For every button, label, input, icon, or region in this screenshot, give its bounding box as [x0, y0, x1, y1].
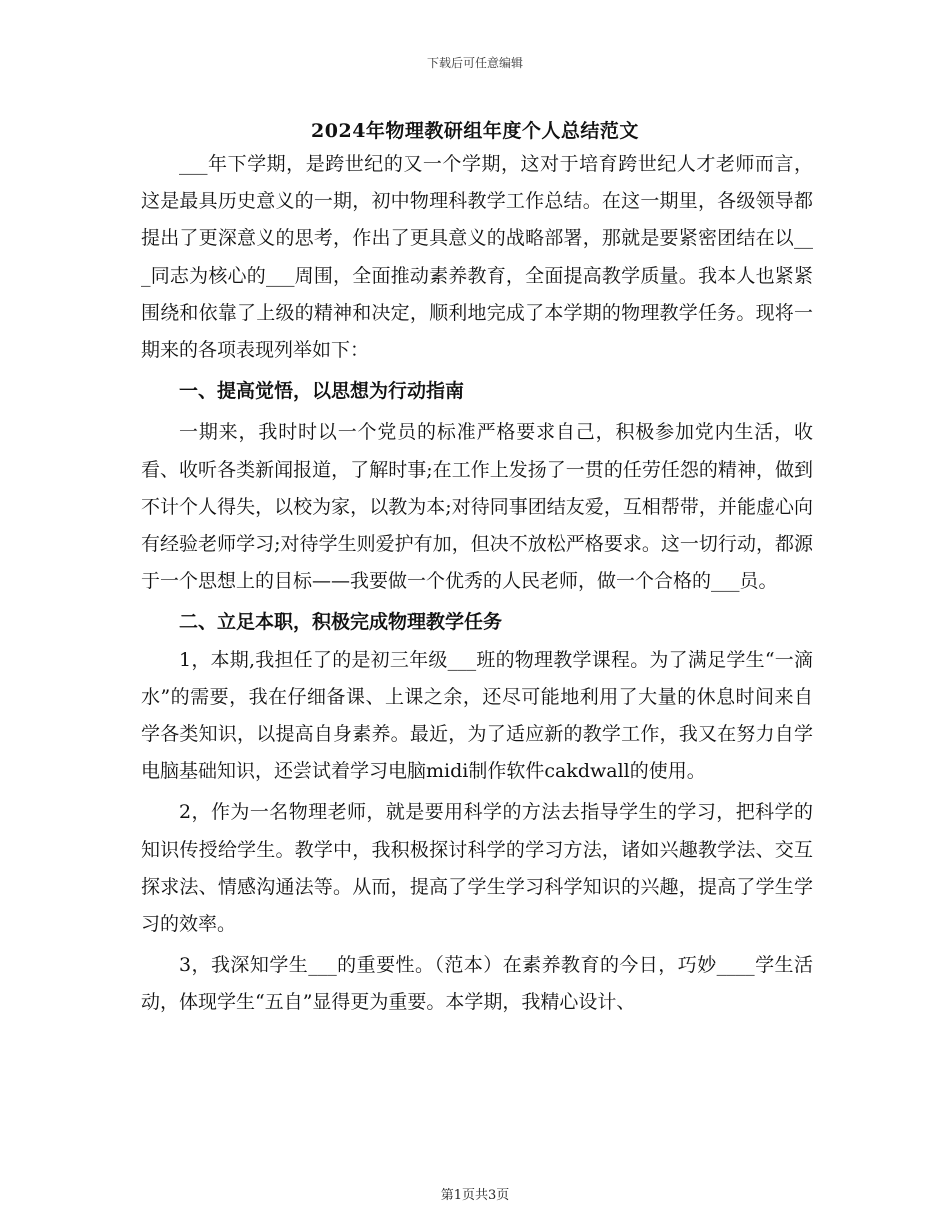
- item-1-paragraph: 1，本期,我担任了的是初三年级___班的物理教学课程。为了满足学生“一滴水”的需要，我在仔细备课、上课之余，还尽可能地利用了大量的休息时间来自学各类知识，以提高自身素养。最近，为了适应新的教学工作，我又在努力自学电脑基础知识，还尝试着学习电脑midi制作软件cakdwall的使用。: [141, 648, 813, 783]
- page-number: 第1页共3页: [440, 1188, 510, 1203]
- document-title: 2024年物理教研组年度个人总结范文: [311, 120, 639, 142]
- header-note: 下载后可任意编辑: [426, 56, 523, 70]
- section-1-paragraph: 一期来，我时时以一个党员的标准严格要求自己，积极参加党内生活，收看、收听各类新闻报道，了解时事;在工作上发扬了一贯的任劳任怨的精神，做到不计个人得失，以校为家，以教为本;对待同事团结友爱，互相帮带，并能虚心向有经验老师学习;对待学生则爱护有加，但决不放松严格要求。这一切行动，都源于一个思想上的目标——我要做一个优秀的人民老师，做一个合格的___员。: [141, 421, 813, 593]
- intro-paragraph: ___年下学期，是跨世纪的又一个学期，这对于培育跨世纪人才老师而言，这是最具历史意义的一期，初中物理科教学工作总结。在这一期里，各级领导都提出了更深意义的思考，作出了更具意义的战略部署，那就是要紧密团结在以___同志为核心的___周围，全面推动素养教育，全面提高教学质量。我本人也紧紧围绕和依靠了上级的精神和决定，顺利地完成了本学期的物理教学任务。现将一期来的各项表现列举如下：: [141, 153, 813, 362]
- section-heading-2: 二、立足本职，积极完成物理教学任务: [179, 611, 503, 634]
- item-2-paragraph: 2，作为一名物理老师，就是要用科学的方法去指导学生的学习，把科学的知识传授给学生。教学中，我积极探讨科学的学习方法，诸如兴趣教学法、交互探求法、情感沟通法等。从而，提高了学生学习科学知识的兴趣，提高了学生学习的效率。: [141, 801, 813, 936]
- section-heading-1: 一、提高觉悟，以思想为行动指南: [179, 380, 465, 403]
- document-body: [141, 146, 813, 1022]
- item-3-paragraph: 3，我深知学生___的重要性。（范本）在素养教育的今日，巧妙____学生活动，体现学生“五自”显得更为重要。本学期，我精心设计、: [141, 954, 813, 1014]
